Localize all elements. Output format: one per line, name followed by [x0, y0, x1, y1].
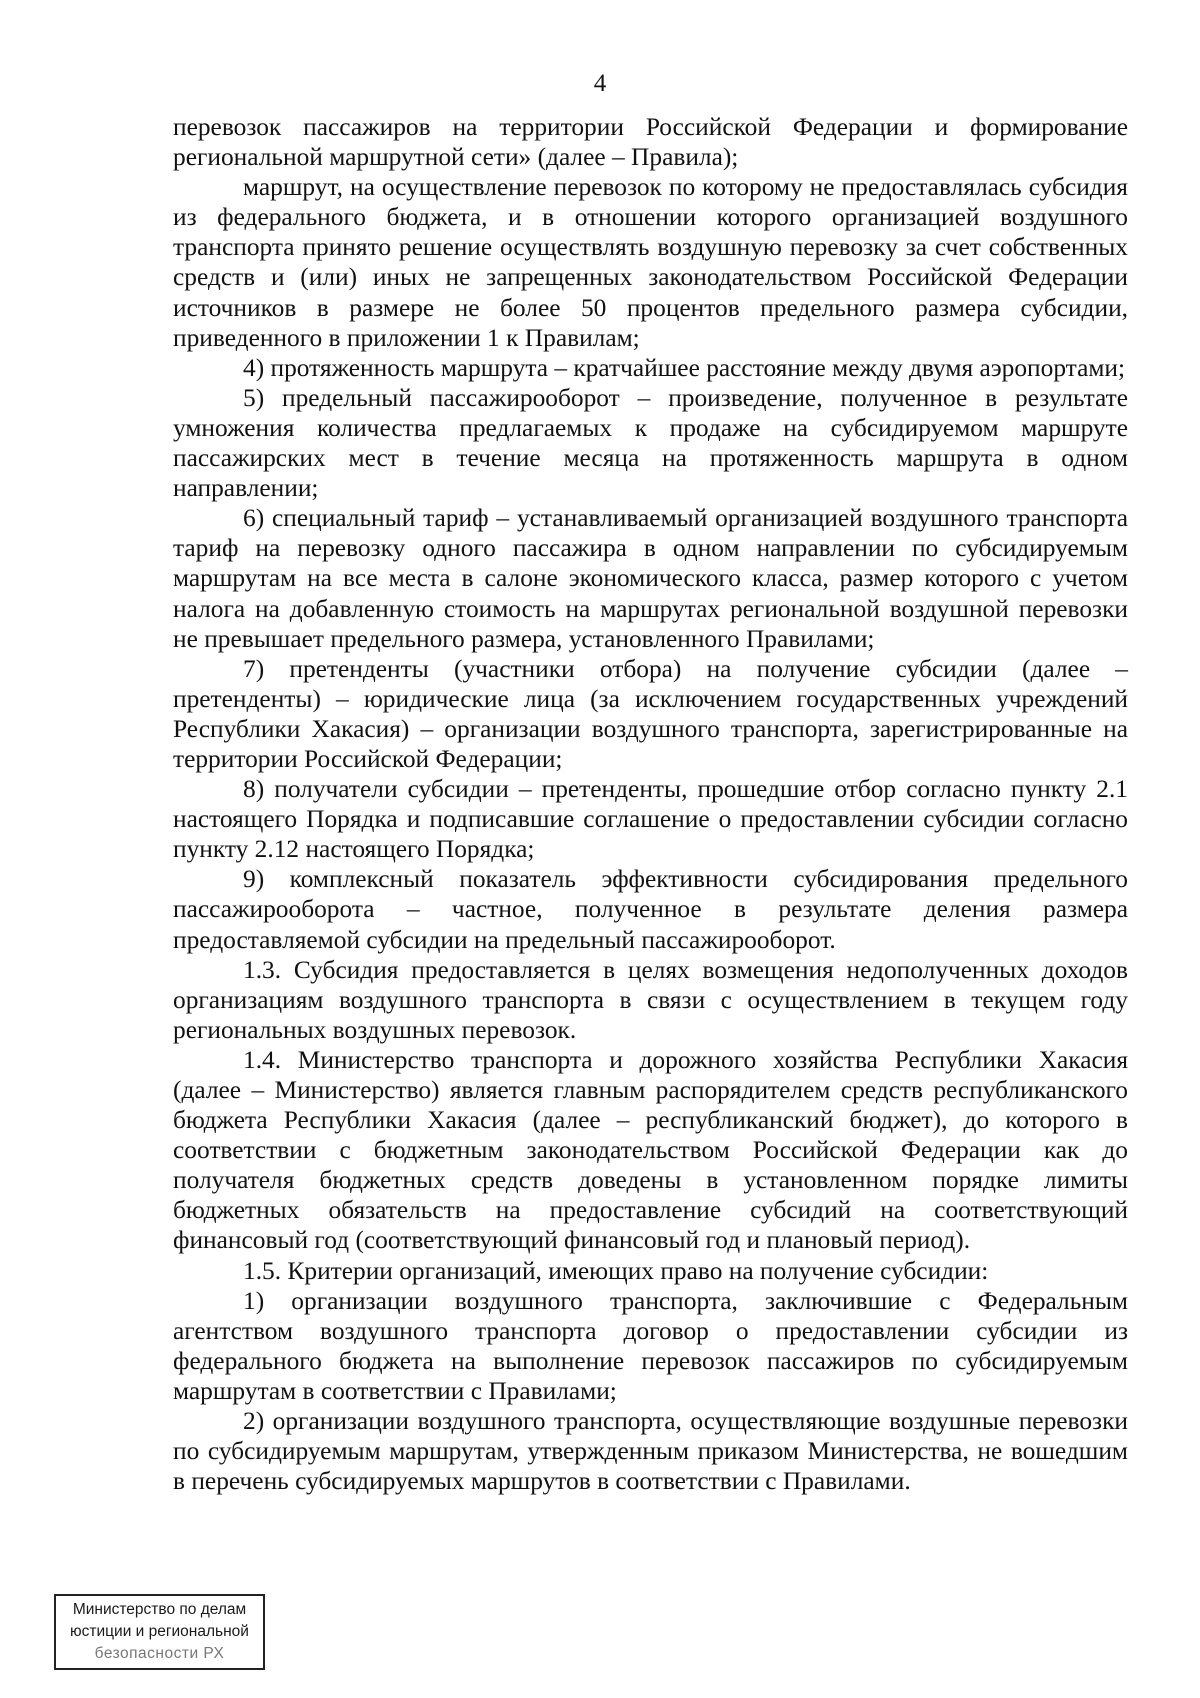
stamp-line: юстиции и региональной	[70, 1623, 249, 1640]
paragraph: 9) комплексный показатель эффективности субсидирования предельного пассажирооборота – частное, полученное в результате деления размера предоставляемой субсидии на предельный пассажирооборот.	[173, 865, 1128, 954]
paragraph: 1) организации воздушного транспорта, заключившие с Федеральным агентством воздушного транспорта договор о предоставлении субсидии из федерального бюджета на выполнение перевозок пассажиров по субсидируемым маршрутам в соответствии с Правилами;	[173, 1286, 1128, 1405]
registration-stamp	[54, 1594, 265, 1670]
paragraph: маршрут, на осуществление перевозок по которому не предоставлялась субсидия из федерального бюджета, и в отношении которого организацией воздушного транспорта принято решение осуществлять воздушную перевозку за счет собственных средств и (или) иных не запрещенных законодательством Российской Федерации источников в размере не более 50 процентов предельного размера субсидии, приведенного в приложении 1 к Правилам;	[173, 173, 1128, 352]
paragraph: 2) организации воздушного транспорта, осуществляющие воздушные перевозки по субсидируемым маршрутам, утвержденным приказом Министерства, не вошедшим в перечень субсидируемых маршрутов в соответствии с Правилами.	[173, 1407, 1128, 1496]
paragraph: перевозок пассажиров на территории Российской Федерации и формирование региональной маршрутной сети» (далее – Правила);	[173, 113, 1128, 172]
paragraph: 1.4. Министерство транспорта и дорожного хозяйства Республики Хакасия (далее – Министерство) является главным распорядителем средств республиканского бюджета Республики Хакасия (далее – республиканский бюджет), до которого в соответствии с бюджетным законодательством Российской Федерации как до получателя бюджетных средств доведены в установленном порядке лимиты бюджетных обязательств на предоставление субсидий на соответствующий финансовый год (соответствующий финансовый год и плановый период).	[173, 1045, 1128, 1255]
paragraph: 1.5. Критерии организаций, имеющих право на получение субсидии:	[243, 1256, 989, 1285]
paragraph: 5) предельный пассажирооборот – произведение, полученное в результате умножения количества предлагаемых к продаже на субсидируемом маршруте пассажирских мест в течение месяца на протяженность маршрута в одном направлении;	[173, 383, 1128, 503]
paragraph: 4) протяженность маршрута – кратчайшее расстояние между двумя аэропортами;	[243, 353, 1126, 382]
page-number: 4	[593, 70, 607, 97]
paragraph: 7) претенденты (участники отбора) на получение субсидии (далее – претенденты) – юридические лица (за исключением государственных учреждений Республики Хакасия) – организации воздушного транспорта, зарегистрированные на территории Российской Федерации;	[173, 654, 1128, 773]
paragraph: 1.3. Субсидия предоставляется в целях возмещения недополученных доходов организациям воздушного транспорта в связи с осуществлением в текущем году региональных воздушных перевозок.	[173, 955, 1128, 1044]
stamp-line: безопасности РХ	[94, 1645, 225, 1662]
paragraph: 8) получатели субсидии – претенденты, прошедшие отбор согласно пункту 2.1 настоящего Порядка и подписавшие соглашение о предоставлении субсидии согласно пункту 2.12 настоящего Порядка;	[173, 775, 1128, 864]
document-body	[173, 112, 1128, 1496]
stamp-line: Министерство по делам	[72, 1601, 247, 1618]
paragraph: 6) специальный тариф – устанавливаемый организацией воздушного транспорта тариф на перевозку одного пассажира в одном направлении по субсидируемым маршрутам на все места в салоне экономического класса, размер которого с учетом налога на добавленную стоимость на маршрутах региональной воздушной перевозки не превышает предельного размера, установленного Правилами;	[173, 504, 1128, 653]
